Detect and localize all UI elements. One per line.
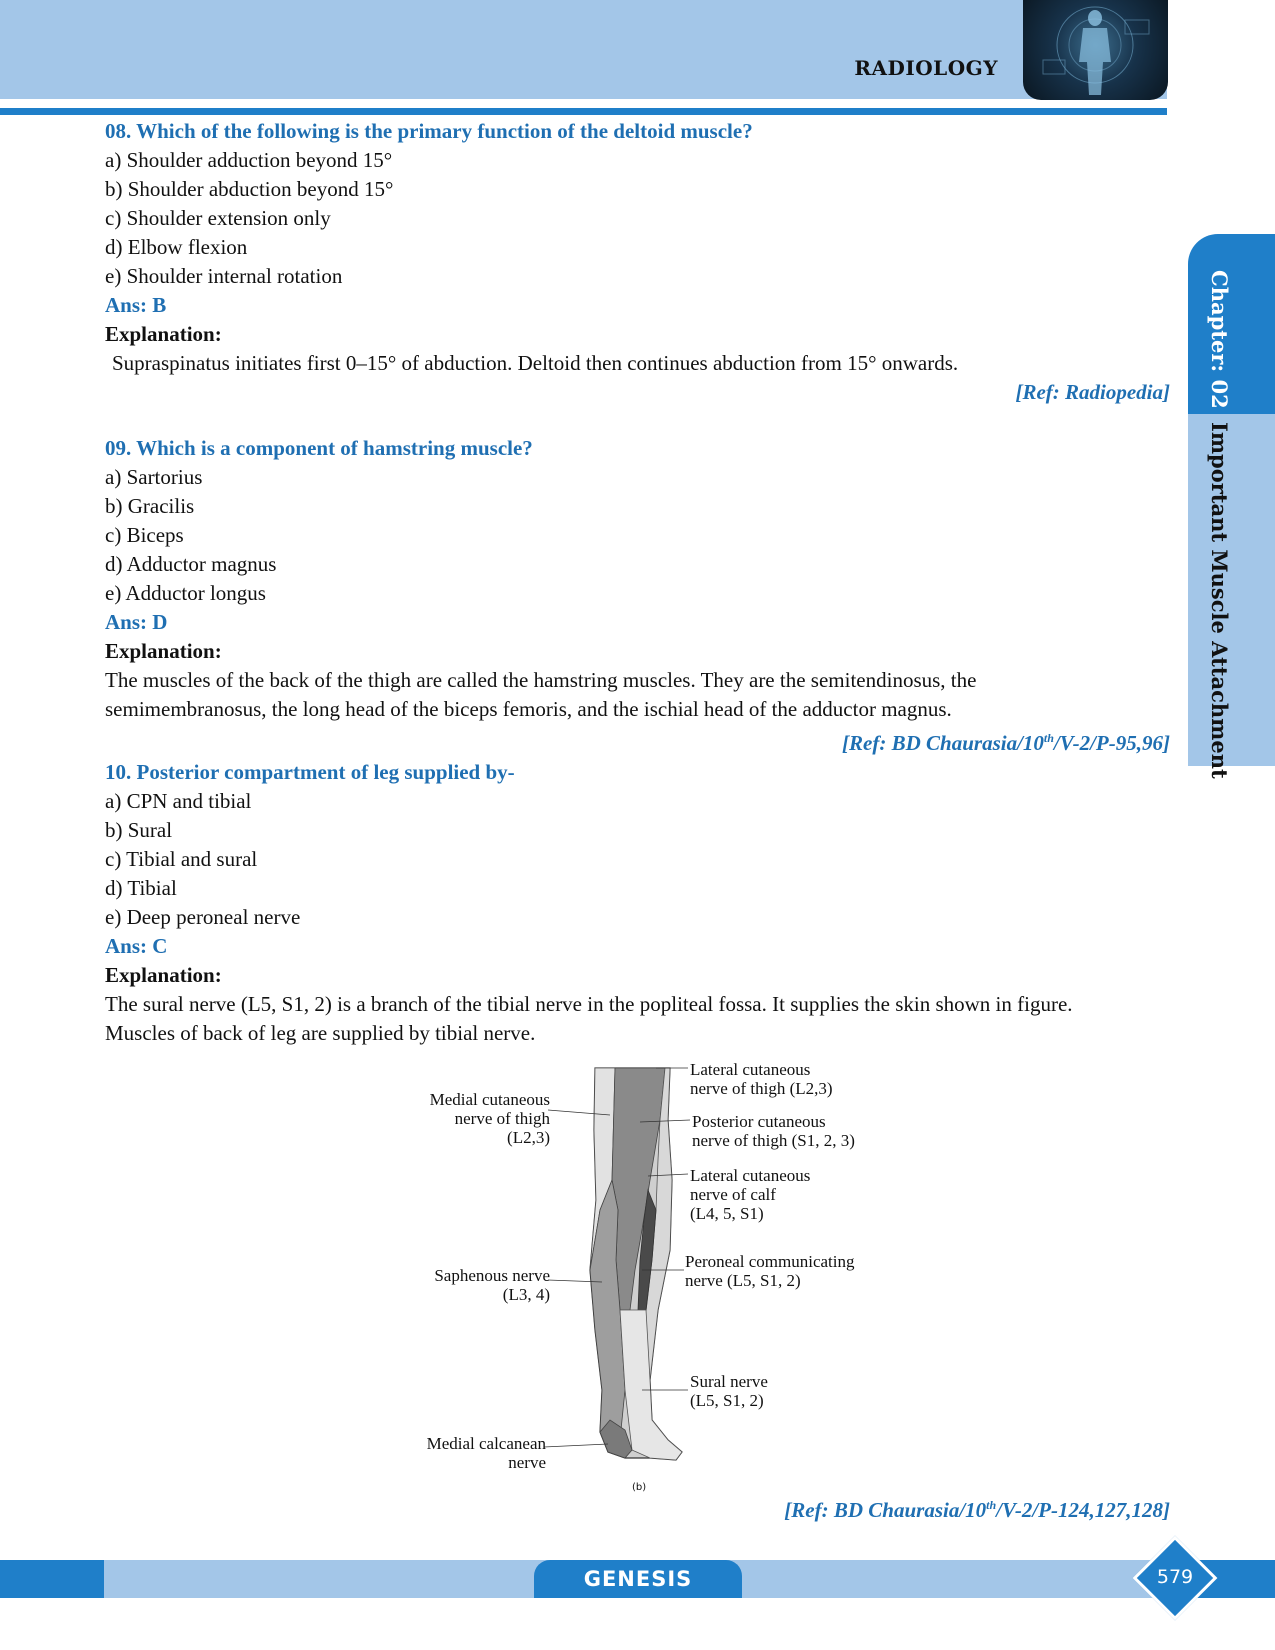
- label-peroneal-communicating-nerve: Peroneal communicating nerve (L5, S1, 2): [685, 1252, 855, 1290]
- option: a) Shoulder adduction beyond 15°: [105, 148, 393, 172]
- label-posterior-cutaneous-thigh: Posterior cutaneous nerve of thigh (S1, 2, 3): [692, 1112, 855, 1150]
- answer: Ans: B: [105, 293, 167, 317]
- option: c) Biceps: [105, 523, 184, 547]
- header-title: RADIOLOGY: [854, 56, 998, 80]
- answer: Ans: D: [105, 610, 168, 634]
- option: a) CPN and tibial: [105, 789, 252, 813]
- explanation-text: The sural nerve (L5, S1, 2) is a branch of the tibial nerve in the popliteal fossa. It supplies the skin shown in figure. Muscles of back of leg are supplied by tibial nerve.: [105, 992, 1073, 1045]
- explanation-label: Explanation:: [105, 963, 222, 987]
- leg-nerve-figure: [420, 1060, 880, 1500]
- option: c) Tibial and sural: [105, 847, 258, 871]
- reference: [Ref: BD Chaurasia/10th/V-2/P-95,96]: [842, 731, 1170, 755]
- option: c) Shoulder extension only: [105, 206, 331, 230]
- option: d) Tibial: [105, 876, 177, 900]
- header-rule: [0, 108, 1167, 115]
- option: b) Shoulder abduction beyond 15°: [105, 177, 394, 201]
- option: e) Adductor longus: [105, 581, 266, 605]
- question-content: [105, 117, 1170, 1048]
- reference-q10: [Ref: BD Chaurasia/10th/V-2/P-124,127,128]: [784, 1498, 1170, 1522]
- footer-brand-logo: GENESIS: [534, 1560, 742, 1598]
- question-08: [105, 117, 1170, 407]
- reference: [Ref: Radiopedia]: [1015, 380, 1170, 404]
- header-band: [0, 0, 1167, 99]
- answer: Ans: C: [105, 934, 168, 958]
- label-saphenous-nerve: Saphenous nerve (L3, 4): [434, 1266, 550, 1304]
- chapter-label: Chapter: 02: [1207, 270, 1232, 409]
- option: b) Gracilis: [105, 494, 195, 518]
- label-sural-nerve: Sural nerve (L5, S1, 2): [690, 1372, 768, 1410]
- footer-accent-left: [0, 1560, 104, 1598]
- option: e) Shoulder internal rotation: [105, 264, 343, 288]
- explanation-text: Supraspinatus initiates first 0–15° of abduction. Deltoid then continues abduction from 15° onwards.: [112, 351, 959, 375]
- question-text: 10. Posterior compartment of leg supplied by-: [105, 760, 515, 784]
- question-09: [105, 434, 1170, 758]
- label-medial-calcanean-nerve: Medial calcanean nerve: [426, 1434, 546, 1472]
- label-lateral-cutaneous-thigh: Lateral cutaneous nerve of thigh (L2,3): [690, 1060, 833, 1098]
- explanation-text: The muscles of the back of the thigh are called the hamstring muscles. They are the semitendinosus, the semimembranosus, the long head of the biceps femoris, and the ischial head of the adductor magnus.: [105, 668, 977, 721]
- chapter-topic: Important Muscle Attachment: [1207, 422, 1232, 779]
- option: d) Adductor magnus: [105, 552, 277, 576]
- option: e) Deep peroneal nerve: [105, 905, 301, 929]
- question-10: [105, 758, 1170, 1048]
- option: a) Sartorius: [105, 465, 203, 489]
- option: b) Sural: [105, 818, 173, 842]
- option: d) Elbow flexion: [105, 235, 248, 259]
- label-medial-cutaneous-thigh: Medial cutaneous nerve of thigh (L2,3): [429, 1090, 550, 1147]
- question-text: 09. Which is a component of hamstring muscle?: [105, 436, 533, 460]
- question-text: 08. Which of the following is the primary function of the deltoid muscle?: [105, 119, 753, 143]
- explanation-label: Explanation:: [105, 639, 222, 663]
- label-lateral-cutaneous-calf: Lateral cutaneous nerve of calf (L4, 5, S1): [690, 1166, 811, 1223]
- figure-caption: (b): [632, 1482, 647, 1493]
- page-number: 579: [1156, 1566, 1194, 1588]
- explanation-label: Explanation:: [105, 322, 222, 346]
- anatomy-thumbnail-image: [1023, 0, 1168, 100]
